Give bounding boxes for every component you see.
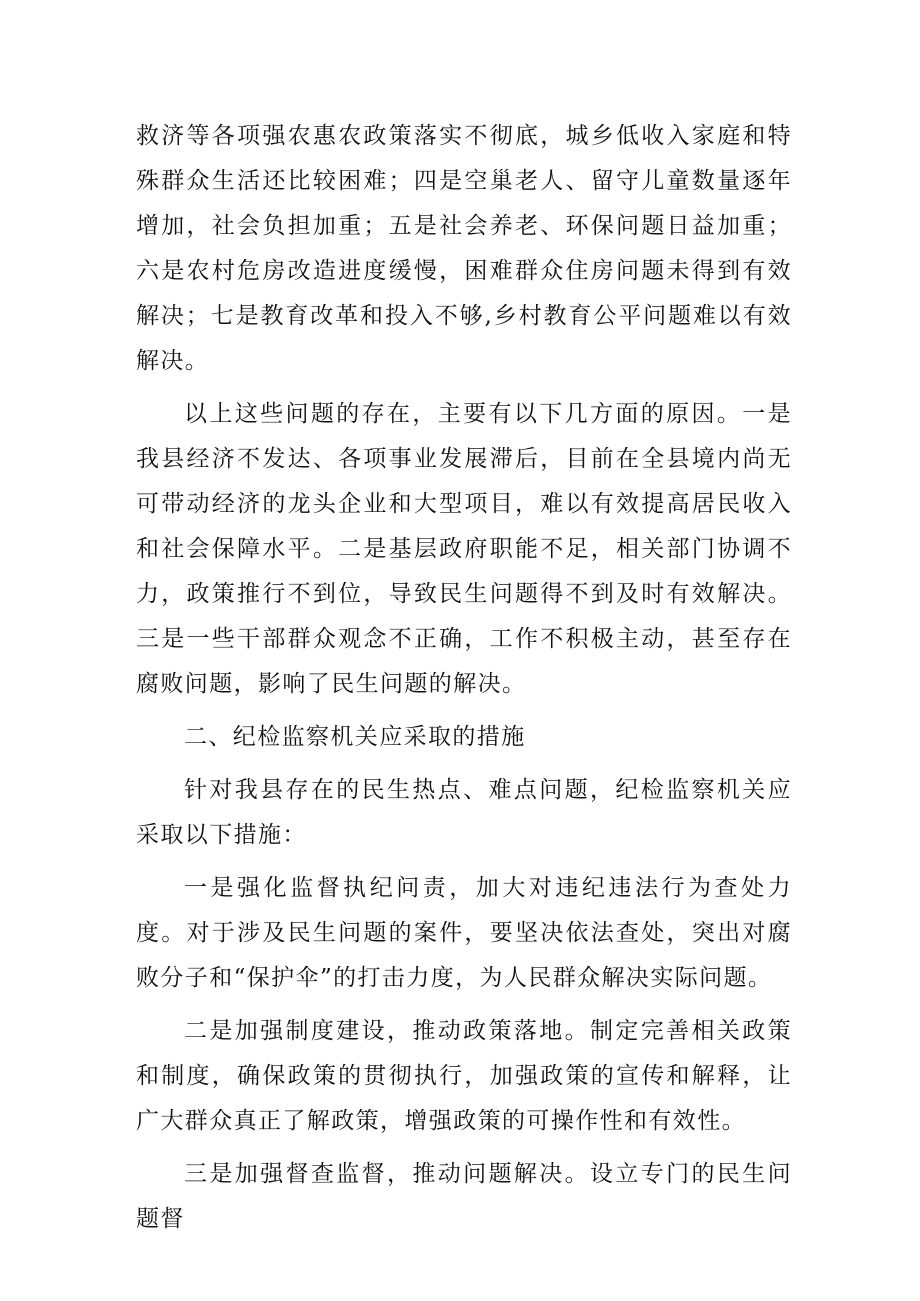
- paragraph-gap: [136, 858, 792, 866]
- paragraph-measure-2: 二是加强制度建设，推动政策落地。制定完善相关政策和制度，确保政策的贯彻执行，加强政策的宣传和解释，让广大群众真正了解政策，增强政策的可操作性和有效性。: [136, 1018, 792, 1134]
- paragraph-gap: [136, 760, 792, 768]
- paragraph-causes: 以上这些问题的存在，主要有以下几方面的原因。一是我县经济不发达、各项事业发展滞后，目前在全县境内尚无可带动经济的龙头企业和大型项目，难以有效提高居民收入和社会保障水平。二是基层政府职能不足，相关部门协调不力，政策推行不到位，导致民生问题得不到及时有效解决。三是一些干部群众观念不正确，工作不积极主动，甚至存在腐败问题，影响了民生问题的解决。: [136, 401, 792, 697]
- paragraph-measure-3: 三是加强督查监督，推动问题解决。设立专门的民生问题督: [136, 1161, 792, 1232]
- paragraph-gap: [136, 1001, 792, 1009]
- document-body: [136, 114, 792, 1242]
- paragraph-intro: 针对我县存在的民生热点、难点问题，纪检监察机关应采取以下措施：: [136, 777, 792, 848]
- paragraph-continuation: 救济等各项强农惠农政策落实不彻底，城乡低收入家庭和特殊群众生活还比较困难；四是空巢老人、留守儿童数量逐年增加，社会负担加重；五是社会养老、环保问题日益加重；六是农村危房改造进度缓慢，困难群众住房问题未得到有效解决；七是教育改革和投入不够,乡村教育公平问题难以有效解决。: [136, 123, 792, 374]
- paragraph-measure-1: 一是强化监督执纪问责，加大对违纪违法行为查处力度。对于涉及民生问题的案件，要坚决依法查处，突出对腐败分子和“保护伞”的打击力度，为人民群众解决实际问题。: [136, 875, 792, 991]
- paragraph-gap: [136, 1144, 792, 1152]
- paragraph-gap: [136, 707, 792, 715]
- paragraph-gap: [136, 384, 792, 392]
- section-heading: 二、纪检监察机关应采取的措施: [184, 724, 526, 750]
